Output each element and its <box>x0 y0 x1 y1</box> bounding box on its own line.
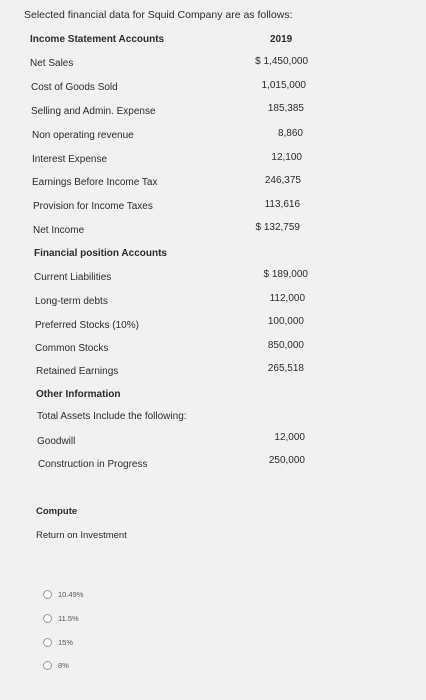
row-value-nonop-revenue: 8,860 <box>277 128 303 139</box>
row-label-long-term-debts: Long-term debts <box>35 296 108 307</box>
row-value-ebit: 246,375 <box>264 175 301 186</box>
option-radio-4[interactable] <box>43 661 52 670</box>
option-label-1[interactable]: 10.49% <box>58 590 84 599</box>
year-header: 2019 <box>270 34 293 45</box>
row-value-income-tax: 113,616 <box>264 199 300 210</box>
row-label-current-liabilities: Current Liabilities <box>34 272 112 283</box>
row-value-net-sales: $ 1,450,000 <box>255 56 308 67</box>
row-label-income-tax: Provision for Income Taxes <box>33 201 153 212</box>
other-information-header: Other Information <box>36 389 121 400</box>
row-label-net-income: Net Income <box>33 225 85 236</box>
income-statement-header: Income Statement Accounts <box>30 34 165 45</box>
intro-text: Selected financial data for Squid Company are as follows: <box>24 9 293 21</box>
option-radio-2[interactable] <box>43 614 52 623</box>
row-label-cogs: Cost of Goods Sold <box>31 82 118 93</box>
row-value-current-liabilities: $ 189,000 <box>263 269 308 280</box>
option-label-2[interactable]: 11.5% <box>58 614 79 623</box>
financial-position-header: Financial position Accounts <box>34 248 167 259</box>
option-label-4[interactable]: 8% <box>58 661 69 670</box>
row-label-retained-earnings: Retained Earnings <box>36 366 119 377</box>
row-label-selling-admin: Selling and Admin. Expense <box>31 106 156 117</box>
compute-label: Compute <box>36 506 78 517</box>
option-radio-1[interactable] <box>43 590 52 599</box>
row-label-nonop-revenue: Non operating revenue <box>32 130 134 141</box>
row-value-net-income: $ 132,759 <box>255 222 300 233</box>
option-label-3[interactable]: 15% <box>58 638 74 647</box>
row-value-selling-admin: 185,385 <box>267 103 304 114</box>
row-label-net-sales: Net Sales <box>30 58 74 69</box>
total-assets-note: Total Assets Include the following: <box>37 411 187 422</box>
question-text: Return on Investment <box>36 530 127 541</box>
row-value-common-stocks: 850,000 <box>267 340 304 351</box>
row-value-construction: 250,000 <box>268 455 305 466</box>
row-label-interest-expense: Interest Expense <box>32 154 108 165</box>
row-label-preferred-stocks: Preferred Stocks (10%) <box>35 320 139 331</box>
row-value-cogs: 1,015,000 <box>261 80 306 91</box>
row-value-preferred-stocks: 100,000 <box>267 316 304 327</box>
row-label-common-stocks: Common Stocks <box>35 343 109 354</box>
row-value-goodwill: 12,000 <box>274 432 305 443</box>
row-label-goodwill: Goodwill <box>37 436 76 447</box>
option-radio-3[interactable] <box>43 638 52 647</box>
row-value-interest-expense: 12,100 <box>271 152 302 163</box>
row-value-retained-earnings: 265,518 <box>267 363 304 374</box>
row-value-long-term-debts: 112,000 <box>269 293 305 304</box>
row-label-ebit: Earnings Before Income Tax <box>32 177 158 188</box>
row-label-construction: Construction in Progress <box>38 459 148 470</box>
